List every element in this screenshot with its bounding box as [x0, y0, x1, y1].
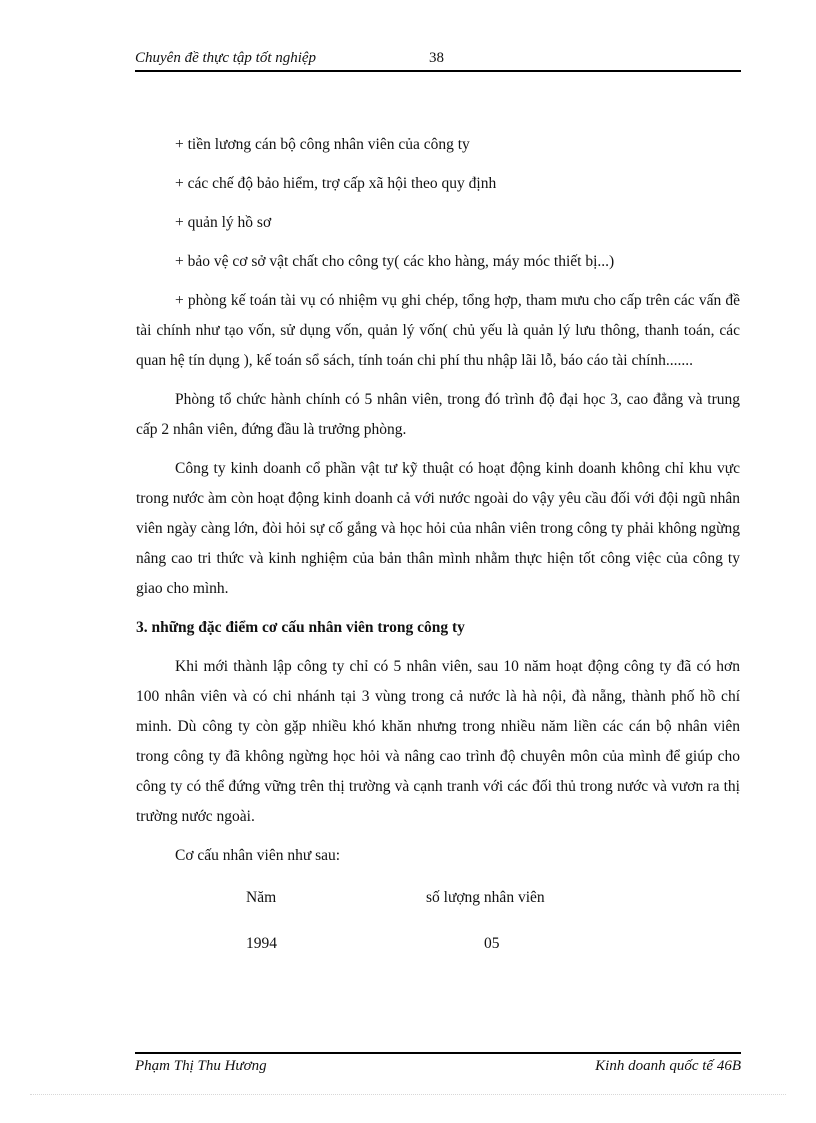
bullet-item: + các chế độ bảo hiểm, trợ cấp xã hội theo quy định: [175, 175, 497, 192]
paragraph-history: Khi mới thành lập công ty chỉ có 5 nhân viên, sau 10 năm hoạt động công ty đã có hơn 100 nhân viên và có chi nhánh tại 3 vùng trong cả nước là hà nội, đà nẵng, thành phố hồ chí minh. Dù công ty còn gặp nhiều khó khăn nhưng trong nhiều năm liền các cán bộ nhân viên trong công ty đã không ngừng học hỏi và nâng cao trình độ chuyên môn của mình để giúp cho công ty có thể đứng vững trên thị trường và cạnh tranh với các đối thủ trong nước và vươn ra thị trường nước ngoài.: [136, 658, 740, 825]
footer-author: Phạm Thị Thu Hương: [135, 1058, 267, 1074]
paragraph-company: Công ty kinh doanh cổ phần vật tư kỹ thuật có hoạt động kinh doanh không chỉ khu vực trong nước àm còn hoạt động kinh doanh cả với nước ngoài do vậy yêu cầu đối với đội ngũ nhân viên ngày càng lớn, đòi hỏi sự cố gắng và học hỏi của nhân viên trong công ty phải không ngừng nâng cao tri thức và kinh nghiệm của bản thân mình nhằm thực hiện tốt công việc của công ty giao cho mình.: [136, 460, 740, 597]
staff-table: [136, 883, 740, 979]
page-footer: [135, 1052, 741, 1078]
footer-course: Kinh doanh quốc tế 46B: [595, 1058, 741, 1074]
page-bottom-divider: [30, 1094, 786, 1095]
paragraph-admin: Phòng tổ chức hành chính có 5 nhân viên, trong đó trình độ đại học 3, cao đẳng và trung cấp 2 nhân viên, đứng đầu là trưởng phòng.: [136, 391, 740, 438]
table-header-count: số lượng nhân viên: [426, 889, 545, 906]
table-header-year: Năm: [246, 889, 277, 906]
section-heading: 3. những đặc điểm cơ cấu nhân viên trong công ty: [136, 619, 465, 636]
header-title: Chuyên đề thực tập tốt nghiệp: [135, 50, 317, 66]
bullet-item: + quản lý hồ sơ: [175, 214, 272, 231]
paragraph-structure-intro: Cơ cấu nhân viên như sau:: [175, 847, 341, 864]
bullet-item: + tiền lương cán bộ công nhân viên của công ty: [175, 136, 470, 153]
document-body: [136, 130, 740, 979]
paragraph-accounting: + phòng kế toán tài vụ có nhiệm vụ ghi chép, tổng hợp, tham mưu cho cấp trên các vấn đề tài chính như tạo vốn, sử dụng vốn, quản lý vốn( chủ yếu là quản lý lưu thông, thanh toán, các quan hệ tín dụng ), kế toán sổ sách, tính toán chi phí thu nhập lãi lỗ, báo cáo tài chính.......: [136, 292, 740, 369]
table-cell-year: 1994: [246, 935, 277, 952]
page-number: 38: [429, 50, 444, 66]
page-header: [135, 48, 741, 72]
table-cell-count: 05: [484, 935, 500, 952]
bullet-item: + bảo vệ cơ sở vật chất cho công ty( các kho hàng, máy móc thiết bị...): [175, 253, 615, 270]
